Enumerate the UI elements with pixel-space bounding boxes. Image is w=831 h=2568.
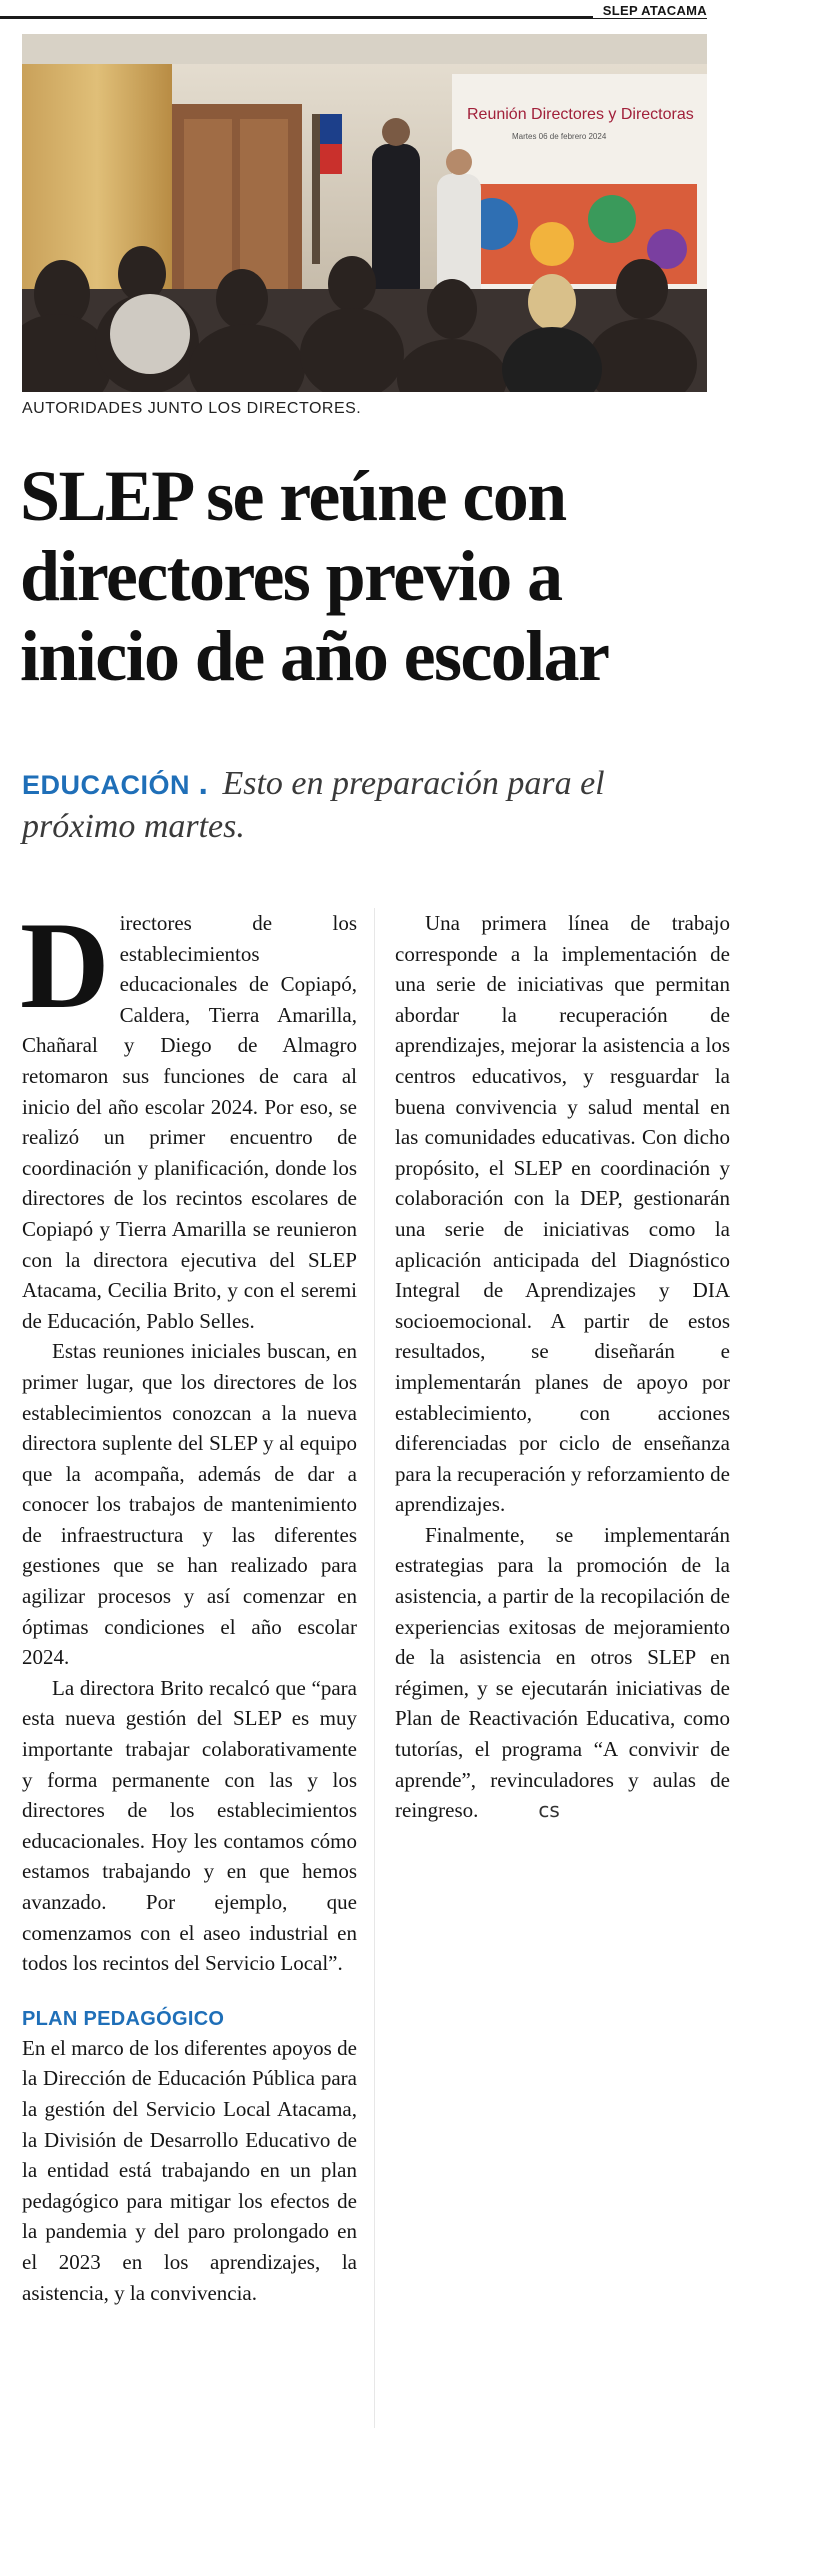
headline: SLEP se reúne con directores previo a inicio de año escolar bbox=[20, 456, 609, 696]
article-column-right bbox=[395, 908, 730, 1826]
paragraph-3: La directora Brito recalcó que “para esta nueva gestión del SLEP es muy importante trabajar colaborativamente y forma permanente con las y los directores de los establecimientos educacionales. Hoy les contamos cómo estamos trabajando y en que hemos avanzado. Por ejemplo, que comenzamos con el aseo industrial en todos los recintos del Servicio Local”. bbox=[22, 1675, 357, 1976]
paragraph-4: En el marco de los diferentes apoyos de la Dirección de Educación Pública para la gestión del Servicio Local Atacama, la División de Desarrollo Educativo de la entidad está trabajando en un plan pedagógico para mitigar los efectos de la pandemia y del paro prolongado en el 2023 en los aprendizajes, la asistencia, y la convivencia. bbox=[22, 2035, 357, 2305]
paragraph-1 bbox=[20, 897, 357, 1336]
paragraph-6 bbox=[395, 1520, 730, 1826]
section-tag: SLEP ATACAMA bbox=[593, 3, 707, 18]
projection-title: Reunión Directores y Directoras bbox=[467, 106, 694, 123]
meeting-photo-illustration bbox=[22, 34, 707, 392]
deck: Esto en preparación para el próximo martes. bbox=[22, 765, 605, 845]
section-kicker: EDUCACIÓN bbox=[22, 770, 191, 800]
paragraph-5: Una primera línea de trabajo corresponde a la implementación de una serie de iniciativas que permitan abordar la recuperación de aprendizajes, mejorar la asistencia a los centros educativos, y resguardar la buena convivencia y salud mental en las comunidades educativas. Con dicho propósito, el SLEP en coordinación y colaboración con la DEP, gestionarán una serie de iniciativas como la aplicación anticipada del Diagnóstico Integral de Aprendizajes y DIA socioemocional. A partir de estos resultados, se diseñarán e implementarán planes de apoyo por establecimiento, con acciones diferenciadas por ciclo de enseñanza para la recuperación y reforzamiento de aprendizajes. bbox=[395, 911, 730, 1517]
lead bbox=[22, 762, 707, 848]
column-divider bbox=[374, 908, 375, 2428]
paragraph-2: Estas reuniones iniciales buscan, en primer lugar, que los directores de los establecimientos conozcan a la nueva directora suplente del SLEP y al equipo que la acompaña, además de dar a conocer los trabajos de mantenimiento de infraestructura y las diferentes gestiones que se han realizado para agilizar procesos y así comenzar en óptimas condiciones el año escolar 2024. bbox=[22, 1339, 357, 1670]
drop-cap: D bbox=[20, 897, 110, 1034]
section-header bbox=[0, 0, 707, 34]
subheading: PLAN PEDAGÓGICO bbox=[22, 2007, 225, 2030]
end-mark: cs bbox=[538, 1798, 560, 1823]
kicker-separator: . bbox=[198, 764, 208, 802]
photo-caption: AUTORIDADES JUNTO LOS DIRECTORES. bbox=[22, 400, 362, 417]
paragraph-1-text: irectores de los establecimientos educacionales de Copiapó, Caldera, Tierra Amarilla, Chañaral y Diego de Almagro retomaron sus funciones de cara al inicio del año escolar 2024. Por eso, se realizó un primer encuentro de coordinación y planificación, donde los directores de los recintos escolares de Copiapó y Tierra Amarilla se reunieron con la directora ejecutiva del SLEP Atacama, Cecilia Brito, y con el seremi de Educación, Pablo Selles. bbox=[22, 911, 357, 1333]
article-column-left bbox=[20, 897, 357, 2308]
article-photo bbox=[22, 34, 707, 392]
projection-date: Martes 06 de febrero 2024 bbox=[512, 132, 607, 141]
paragraph-6-text: Finalmente, se implementarán estrategias para la promoción de la asistencia, a partir de la recopilación de experiencias exitosas de mejoramiento de la asistencia en otros SLEP en régimen, y se ejecutarán iniciativas de Plan de Reactivación Educativa, como tutorías, el programa “A convivir de aprende”, revinculadores y aulas de reingreso. bbox=[395, 1522, 730, 1823]
